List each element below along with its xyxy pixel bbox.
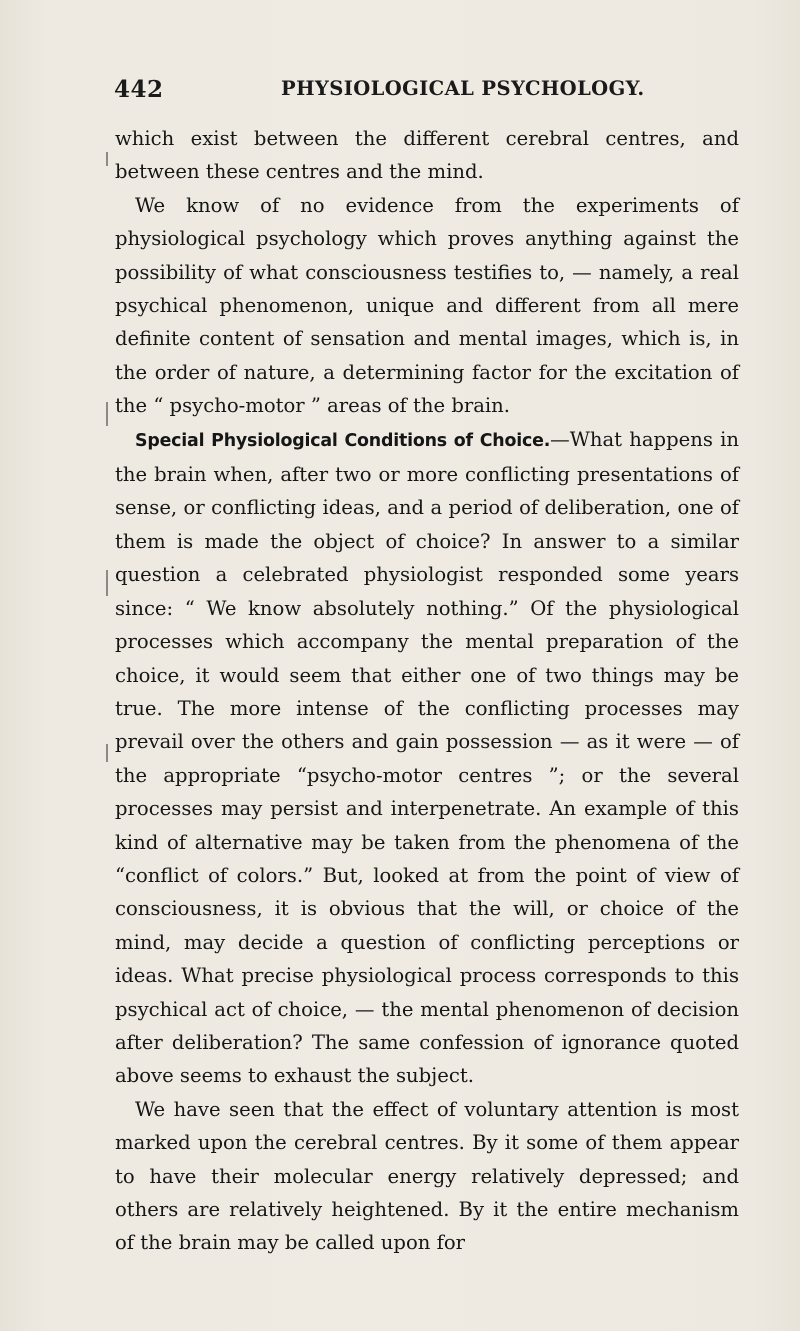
running-head bbox=[114, 76, 738, 106]
margin-binding-mark bbox=[106, 152, 108, 166]
margin-binding-mark bbox=[106, 744, 108, 762]
paragraph-attention: We have seen that the effect of voluntary attention is most marked upon the cerebral centres. By it some of them appear to have their molecular energy relatively depressed; and others are relatively heightened. By it the entire mechanism of the brain may be called upon for bbox=[115, 1097, 739, 1255]
margin-binding-mark bbox=[106, 570, 108, 596]
paragraph-evidence: We know of no evidence from the experiments of physiological psychology which proves anything against the possibility of what consciousness testifies to, — namely, a real psychical phenomenon, unique and different from all mere definite content of sensation and mental images, which is, in the order of nature, a determining factor for the excitation of the “ psycho-motor ” areas of the brain. bbox=[115, 193, 739, 418]
body-text bbox=[115, 122, 739, 1260]
paragraph-choice-text: —What happens in the brain when, after two or more conflicting presentations of sense, or conflicting ideas, and a period of deliberation, one of them is made the object of choice? In answer to a similar question a celebrated physiologist responded some years since: “ We know absolutely nothing.” Of the physiological processes which accompany the mental preparation of the choice, it would seem that either one of two things may be true. The more intense of the conflicting processes may prevail over the others and gain possession — as it were — of the appropriate “psycho-motor centres ”; or the several processes may persist and interpenetrate. An example of this kind of alternative may be taken from the phenomena of the “conflict of colors.” But, looked at from the point of view of consciousness, it is obvious that the will, or choice of the mind, may decide a question of conflicting perceptions or ideas. What precise physiological process corresponds to this psychical act of choice, — the mental phenomenon of decision after deliberation? The same confession of ignorance quoted above seems to exhaust the subject. bbox=[115, 427, 739, 1088]
running-title: PHYSIOLOGICAL PSYCHOLOGY. bbox=[281, 77, 645, 100]
margin-binding-mark bbox=[106, 402, 108, 426]
page-number: 442 bbox=[114, 76, 164, 103]
section-heading: Special Physiological Conditions of Choice. bbox=[135, 430, 551, 451]
paragraph-continuation: which exist between the different cerebral centres, and between these centres and the mind. bbox=[115, 127, 739, 184]
paragraph-choice bbox=[115, 423, 739, 1093]
